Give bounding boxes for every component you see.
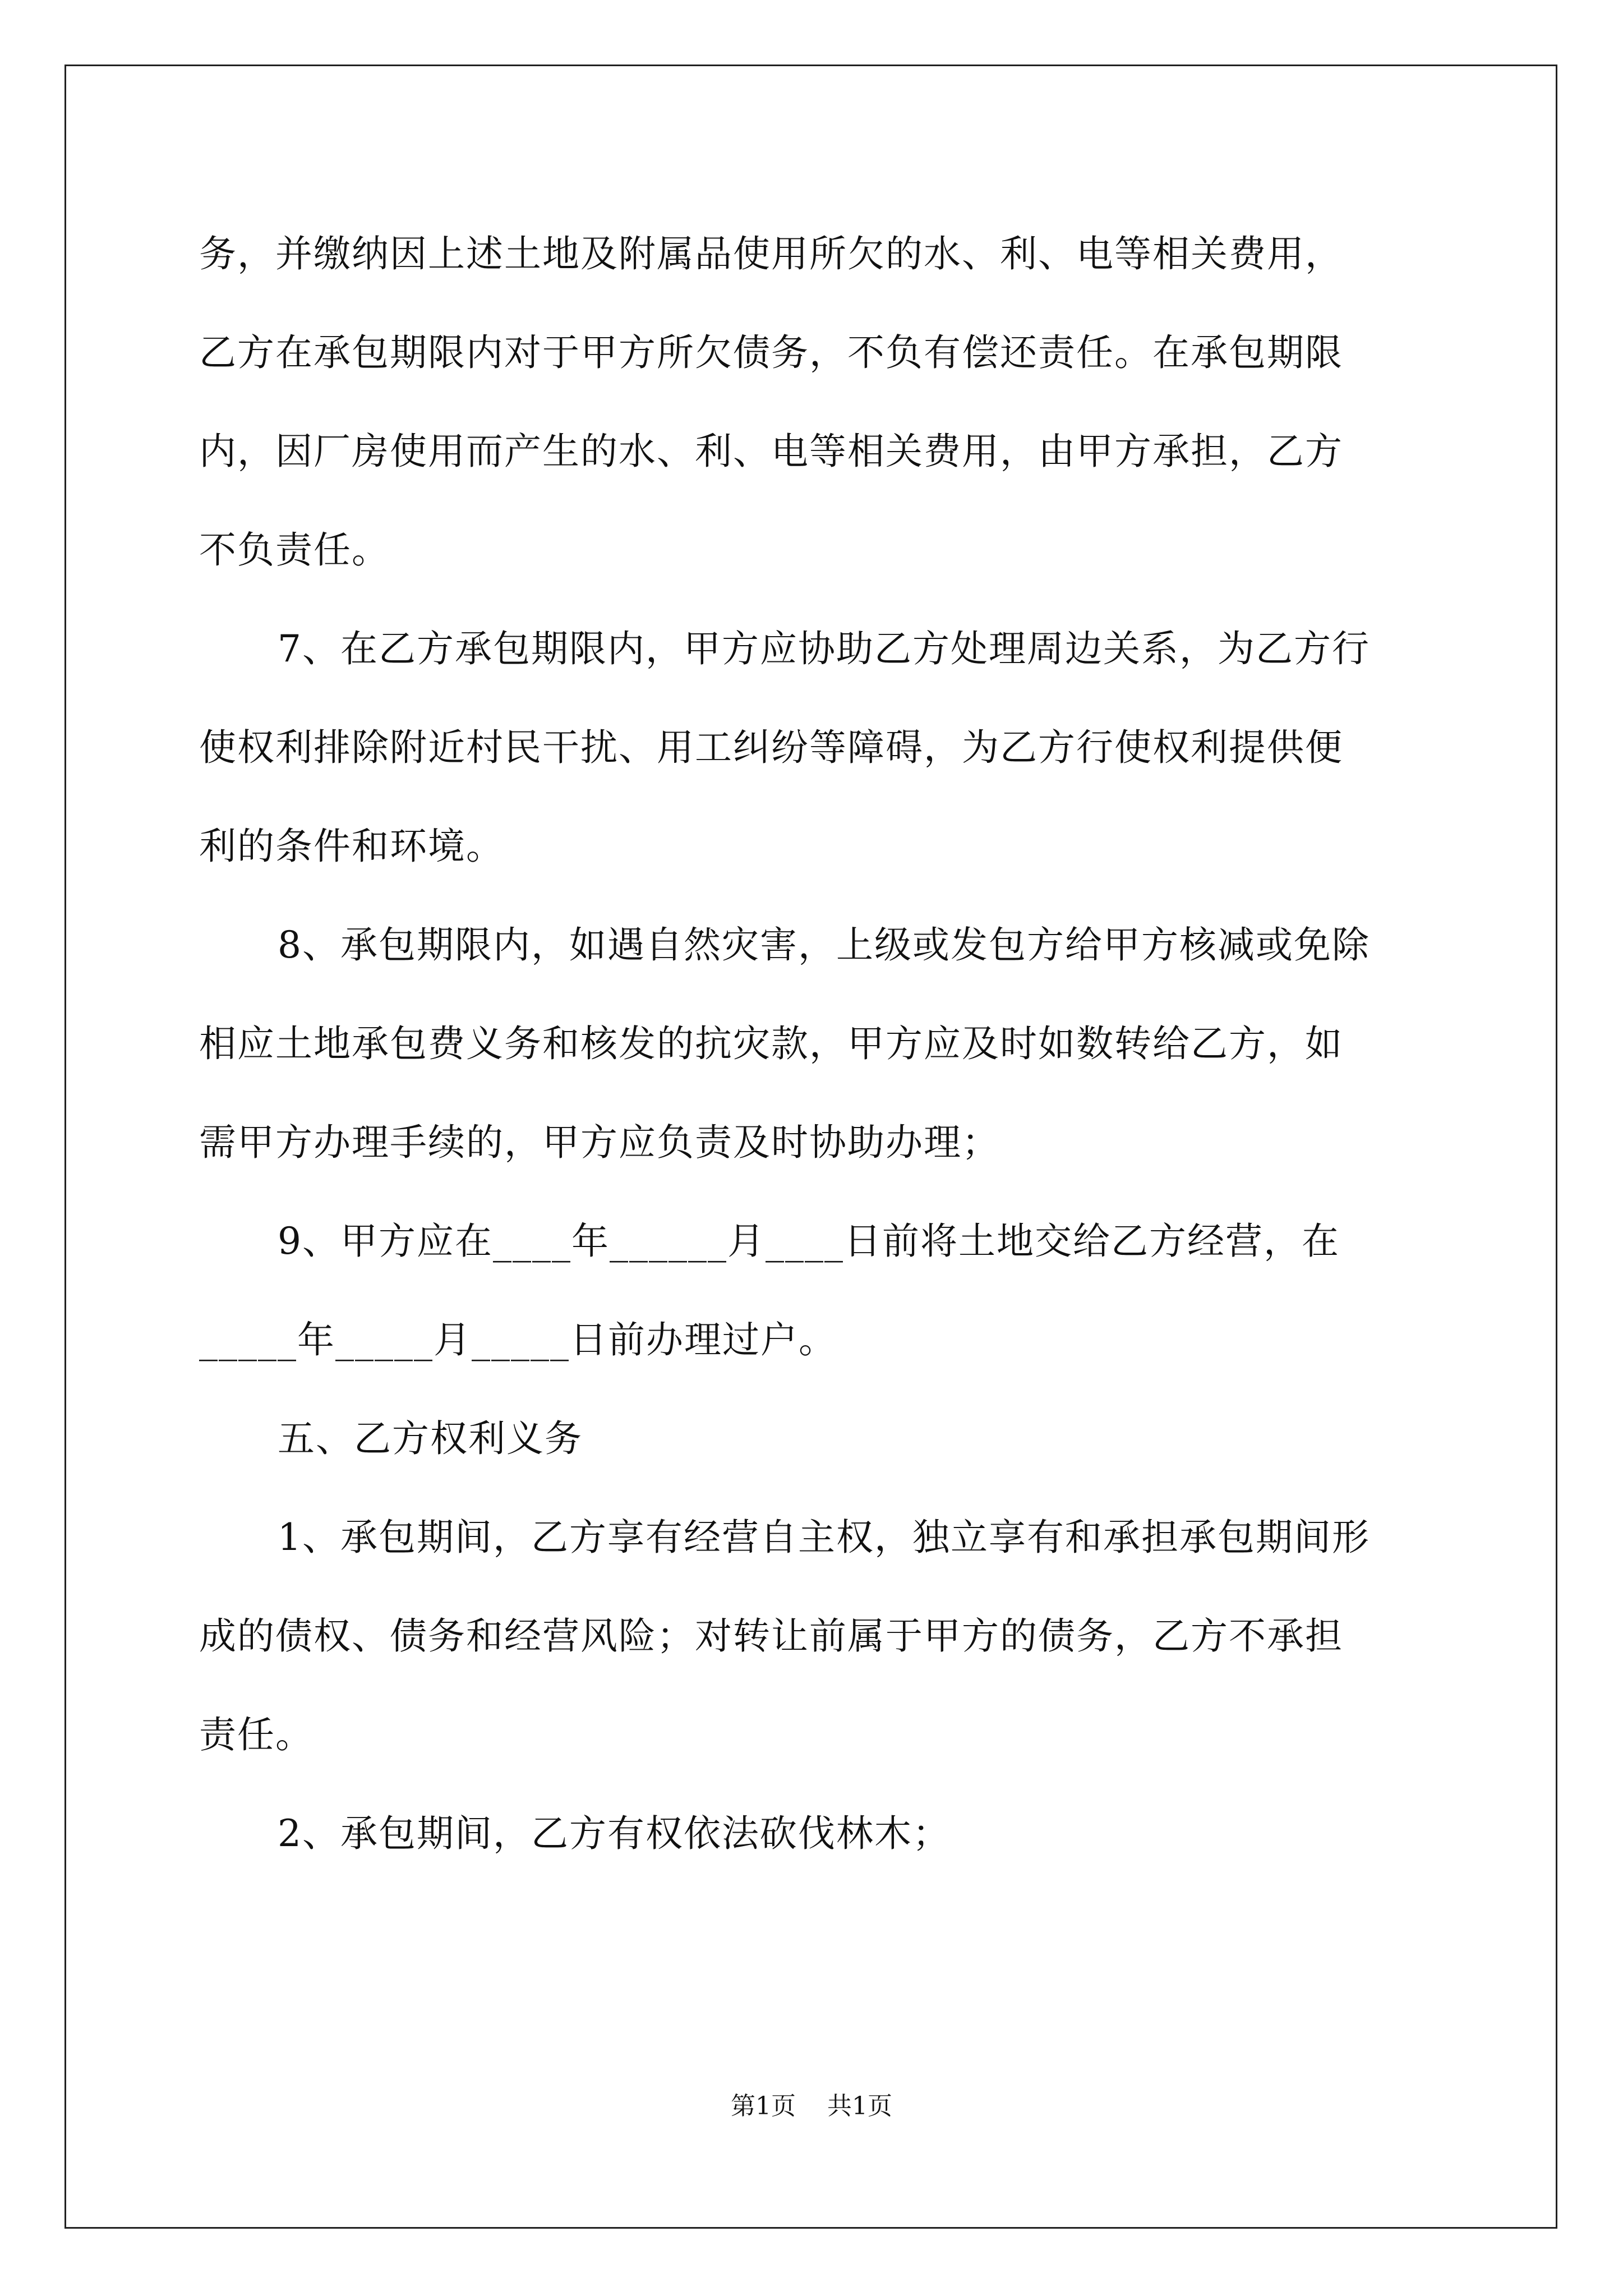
text-line: 7、在乙方承包期限内，甲方应协助乙方处理周边关系，为乙方行 [278,627,1370,670]
text-line: 内，因厂房使用而产生的水、利、电等相关费用，由甲方承担，乙方 [199,430,1343,473]
paragraph-item-8 [199,896,1433,1192]
paragraph-continuation [199,205,1433,600]
page-number: 第1页 [731,2092,796,2120]
text-line: 责任。 [199,1713,313,1756]
text-line: 成的债权、债务和经营风险；对转让前属于甲方的债务，乙方不承担 [199,1614,1343,1658]
text-line: 相应土地承包费义务和核发的抗灾款，甲方应及时如数转给乙方，如 [199,1022,1343,1065]
text-line: 2、承包期间，乙方有权依法砍伐林木； [278,1812,951,1855]
text-line: 不负责任。 [199,528,390,572]
text-line: 1、承包期间，乙方享有经营自主权，独立享有和承担承包期间形 [278,1516,1370,1559]
text-line: 9、甲方应在____年______月____日前将土地交给乙方经营，在 [278,1220,1340,1263]
text-line: 务，并缴纳因上述土地及附属品使用所欠的水、利、电等相关费用， [199,232,1343,275]
paragraph-item-9 [199,1192,1433,1389]
section-heading-5 [199,1389,1433,1488]
page-footer [0,2086,1623,2122]
text-line: 使权利排除附近村民干扰、用工纠纷等障碍，为乙方行使权利提供便 [199,726,1343,769]
text-line: 需甲方办理手续的，甲方应负责及时协助办理； [199,1121,1000,1164]
text-line: 利的条件和环境。 [199,825,504,868]
text-line: _____年_____月_____日前办理过户。 [199,1318,837,1361]
document-body [199,205,1433,1883]
paragraph-item-7 [199,600,1433,896]
paragraph-section-5-item-1 [199,1488,1433,1784]
text-line: 乙方在承包期限内对于甲方所欠债务，不负有偿还责任。在承包期限 [199,331,1343,374]
paragraph-section-5-item-2 [199,1784,1433,1883]
page-total: 共1页 [827,2092,892,2120]
text-line: 8、承包期限内，如遇自然灾害，上级或发包方给甲方核减或免除 [278,923,1370,967]
section-heading-text: 五、乙方权利义务 [278,1417,583,1460]
